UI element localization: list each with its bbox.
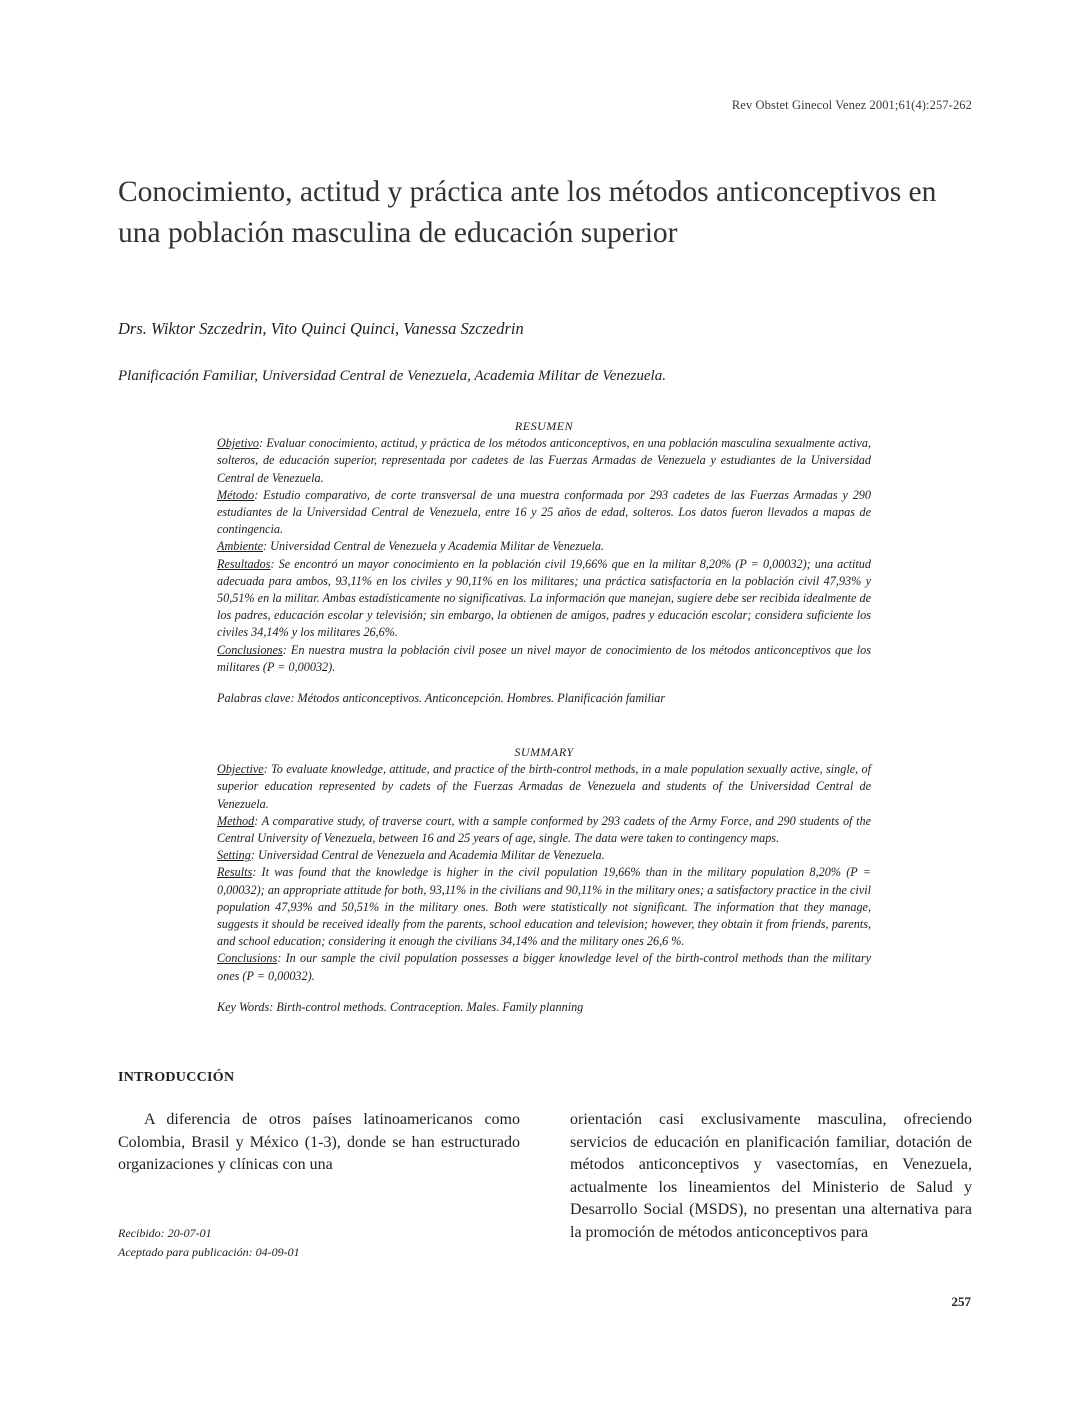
resumen-text: : En nuestra mustra la población civil posee un nivel mayor de conocimiento de los métodos anticonceptivos que los militares (P = 0,00032).	[217, 642, 871, 674]
summary-label: Conclusions	[217, 951, 278, 966]
resumen-resultados	[217, 556, 871, 642]
left-column	[118, 1109, 520, 1177]
key-words: Key Words: Birth-control methods. Contraception. Males. Family planning	[217, 999, 584, 1014]
summary-objective	[217, 761, 871, 813]
section-heading-introduccion: INTRODUCCIÓN	[118, 1070, 235, 1085]
affiliation: Planificación Familiar, Universidad Central de Venezuela, Academia Militar de Venezuela.	[118, 368, 666, 384]
summary-method	[217, 813, 871, 847]
summary-label: Results	[217, 865, 253, 880]
intro-paragraph-continued: orientación casi exclusivamente masculina, ofreciendo servicios de educación en planificación familiar, dotación de métodos anticonceptivos y vasectomías, en Venezuela, actualmente los lineamientos del Ministerio de Salud y Desarrollo Social (MSDS), no presentan una alternativa para la promoción de métodos anticonceptivos para	[570, 1111, 972, 1241]
summary-text: : To evaluate knowledge, attitude, and practice of the birth-control methods, in a male population sexually active, single, of superior education represented by cadets of the Fuerzas Armadas de Venezuela and students of the Universidad Central de Venezuela.	[217, 762, 871, 811]
journal-reference: Rev Obstet Ginecol Venez 2001;61(4):257-262	[731, 98, 972, 112]
summary-conclusions	[217, 950, 871, 984]
resumen-ambiente	[217, 538, 871, 555]
right-column	[570, 1109, 972, 1244]
resumen-label: Método	[217, 487, 255, 502]
summary-text: : It was found that the knowledge is higher in the civil population 19,66% than in the military population 8,20% (P = 0,00032); an appropriate attitude for both, 93,11% in the civilians and 90,11% in the military ones; a satisfactory practice in the civil population 47,93% and 50,51% in the military ones. Both were statistically not significant. The information that they manage, suggests it should be received ideally from the parents, school education and television; however, they obtain it from friends, parents, and school education; considering it enough the civilians 34,14% and the military ones 26,6 %.	[217, 865, 871, 949]
summary-label: Setting	[217, 848, 251, 863]
resumen-label: Objetivo	[217, 436, 259, 451]
authors: Drs. Wiktor Szczedrin, Vito Quinci Quinci, Vanessa Szczedrin	[118, 319, 524, 338]
summary-setting	[217, 847, 871, 864]
resumen-label: Ambiente	[217, 539, 264, 554]
resumen-text: : Evaluar conocimiento, actitud, y práctica de los métodos anticonceptivos, en una población masculina sexualmente activa, solteros, de educación superior, representada por cadetes de las Fuerzas Armadas de Venezuela y estudiantes de la Universidad Central de Venezuela.	[217, 436, 871, 485]
summary-block	[217, 744, 871, 1016]
page-number: 257	[951, 1294, 971, 1309]
resumen-label: Conclusiones	[217, 642, 283, 657]
summary-heading: SUMMARY	[514, 745, 574, 759]
summary-results	[217, 864, 871, 950]
resumen-label: Resultados	[217, 556, 271, 571]
resumen-objetivo	[217, 435, 871, 487]
publication-dates	[118, 1224, 300, 1262]
resumen-text: : Estudio comparativo, de corte transversal de una muestra conformada por 293 cadetes de las Fuerzas Armadas y 290 estudiantes de la Universidad Central de Venezuela, entre 16 y 25 años de edad, solteros. Los datos fueron llevados a mapas de contingencia.	[217, 487, 871, 537]
summary-text: : In our sample the civil population possesses a bigger knowledge level of the birth-control methods than the military ones (P = 0,00032).	[217, 951, 871, 983]
resumen-conclusiones	[217, 642, 871, 676]
resumen-heading: RESUMEN	[514, 419, 574, 433]
summary-label: Objective	[217, 762, 264, 777]
received-date: Recibido: 20-07-01	[118, 1226, 212, 1240]
resumen-text: : Se encontró un mayor conocimiento en la población civil 19,66% que en la militar 8,20% (P = 0,00032); una actitud adecuada para ambos, 93,11% en los civiles y 90,11% en los militares; una práctica satisfactoria en la población civil 47,93% y 50,51% en la militar. Ambas estadísticamente no significativas. La información que manejan, sugiere debe ser recibida idealmente de los padres, educación escolar y televisión; sin embargo, la obtienen de amigos, padres y educación escolar; considera suficiente los civiles 34,14% y los militares 26,6%.	[217, 556, 871, 640]
summary-text: : A comparative study, of traverse court, with a sample conformed by 293 cadets of the Army Force, and 290 students of the Central University of Venezuela, between 16 and 25 years of age, single. The data were taken to contingency maps.	[217, 813, 871, 846]
intro-paragraph: A diferencia de otros países latinoamericanos como Colombia, Brasil y México (1-3), donde se han estructurado organizaciones y clínicas con una	[118, 1111, 520, 1173]
palabras-clave: Palabras clave: Métodos anticonceptivos. Anticoncepción. Hombres. Planificación familiar	[217, 691, 666, 706]
article-title: Conocimiento, actitud y práctica ante los métodos anticonceptivos en una población masculina de educación superior	[118, 176, 937, 249]
summary-text: : Universidad Central de Venezuela and Academia Militar de Venezuela.	[250, 848, 605, 863]
summary-label: Method	[217, 813, 255, 828]
resumen-metodo	[217, 487, 871, 539]
accepted-date: Aceptado para publicación: 04-09-01	[118, 1245, 300, 1259]
resumen-block	[217, 418, 871, 707]
resumen-text: : Universidad Central de Venezuela y Academia Militar de Venezuela.	[263, 539, 604, 554]
